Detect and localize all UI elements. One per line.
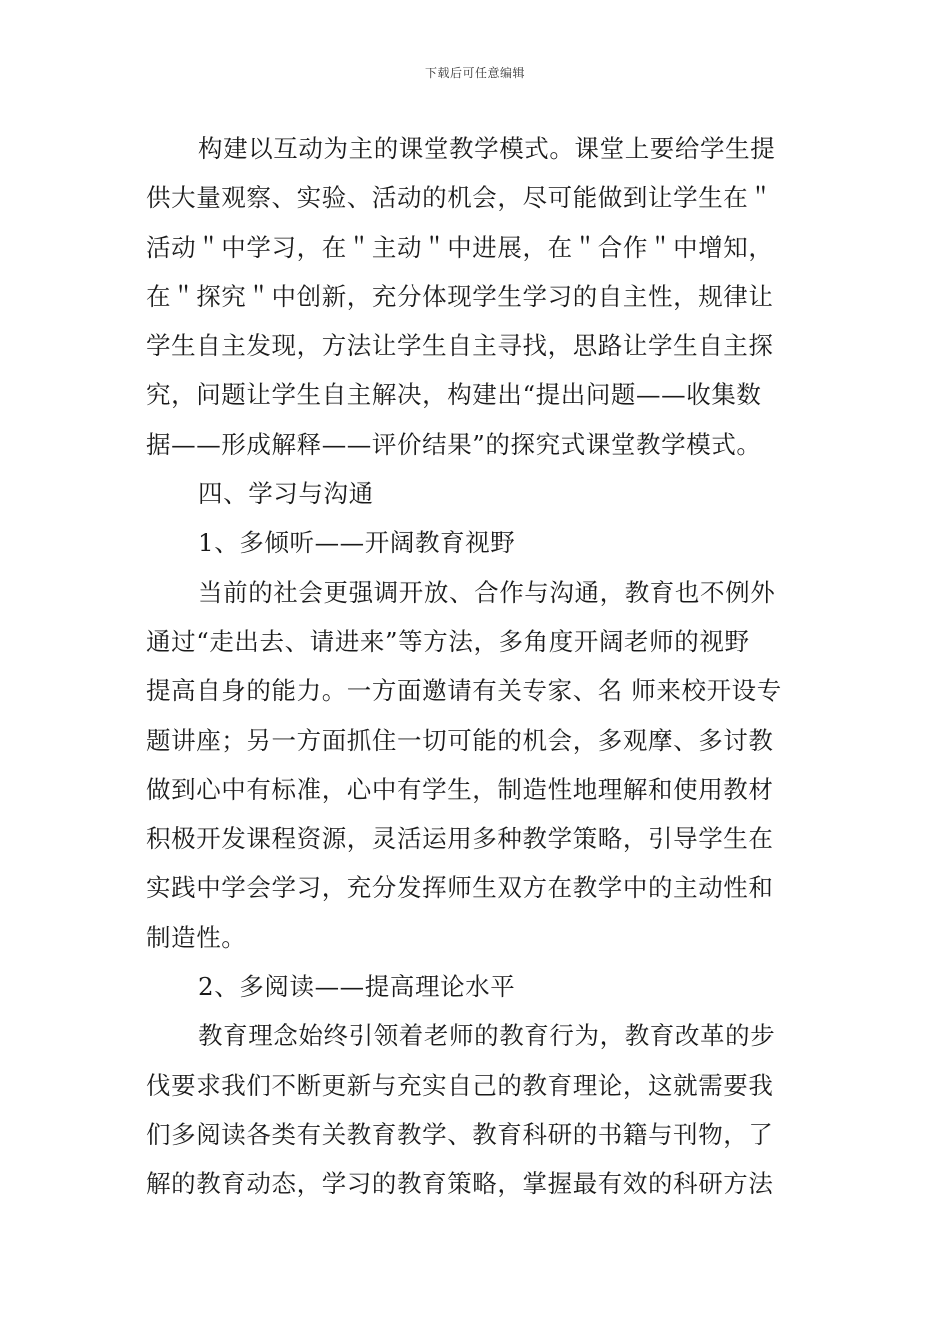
paragraph-line: 在＂探究＂中创新，充分体现学生学习的自主性，规律让 [146, 281, 774, 311]
paragraph-line: 通过“走出去、请进来”等方法，多角度开阔老师的视野 [146, 626, 750, 656]
subsection-heading: 2、多阅读——提高理论水平 [198, 972, 516, 1002]
paragraph-line: 们多阅读各类有关教育教学、教育科研的书籍与刊物，了 [146, 1119, 774, 1149]
paragraph-line: 供大量观察、实验、活动的机会，尽可能做到让学生在＂ [146, 183, 774, 213]
paragraph-line: 题讲座；另一方面抓住一切可能的机会，多观摩、多讨教 [146, 725, 774, 755]
paragraph-line: 据——形成解释——评价结果”的探究式课堂教学模式。 [146, 429, 762, 459]
paragraph-line: 学生自主发现，方法让学生自主寻找，思路让学生自主探 [146, 331, 774, 361]
paragraph-line: 制造性。 [146, 922, 247, 952]
paragraph-line: 伐要求我们不断更新与充实自己的教育理论，这就需要我 [146, 1070, 774, 1100]
subsection-heading: 1、多倾听——开阔教育视野 [198, 528, 516, 558]
section-heading: 四、学习与沟通 [198, 479, 374, 509]
paragraph-line: 提高自身的能力。一方面邀请有关专家、名 师来校开设专 [146, 676, 782, 706]
paragraph-line: 究，问题让学生自主解决，构建出“提出问题——收集数 [146, 380, 762, 410]
paragraph-line: 教育理念始终引领着老师的教育行为，教育改革的步 [198, 1021, 776, 1051]
paragraph-line: 构建以互动为主的课堂教学模式。课堂上要给学生提 [198, 134, 776, 163]
header-note: 下载后可任意编辑 [424, 66, 525, 80]
paragraph-line: 当前的社会更强调开放、合作与沟通，教育也不例外 [198, 577, 776, 607]
paragraph-line: 活动＂中学习，在＂主动＂中进展，在＂合作＂中增知， [146, 232, 774, 262]
document-body [146, 124, 826, 1209]
paragraph-line: 做到心中有标准，心中有学生，制造性地理解和使用教材 [146, 774, 774, 804]
paragraph-line: 解的教育动态，学习的教育策略，掌握最有效的科研方法 [146, 1169, 774, 1199]
paragraph-line: 实践中学会学习，充分发挥师生双方在教学中的主动性和 [146, 873, 774, 903]
paragraph-line: 积极开发课程资源，灵活运用多种教学策略，引导学生在 [146, 824, 774, 854]
